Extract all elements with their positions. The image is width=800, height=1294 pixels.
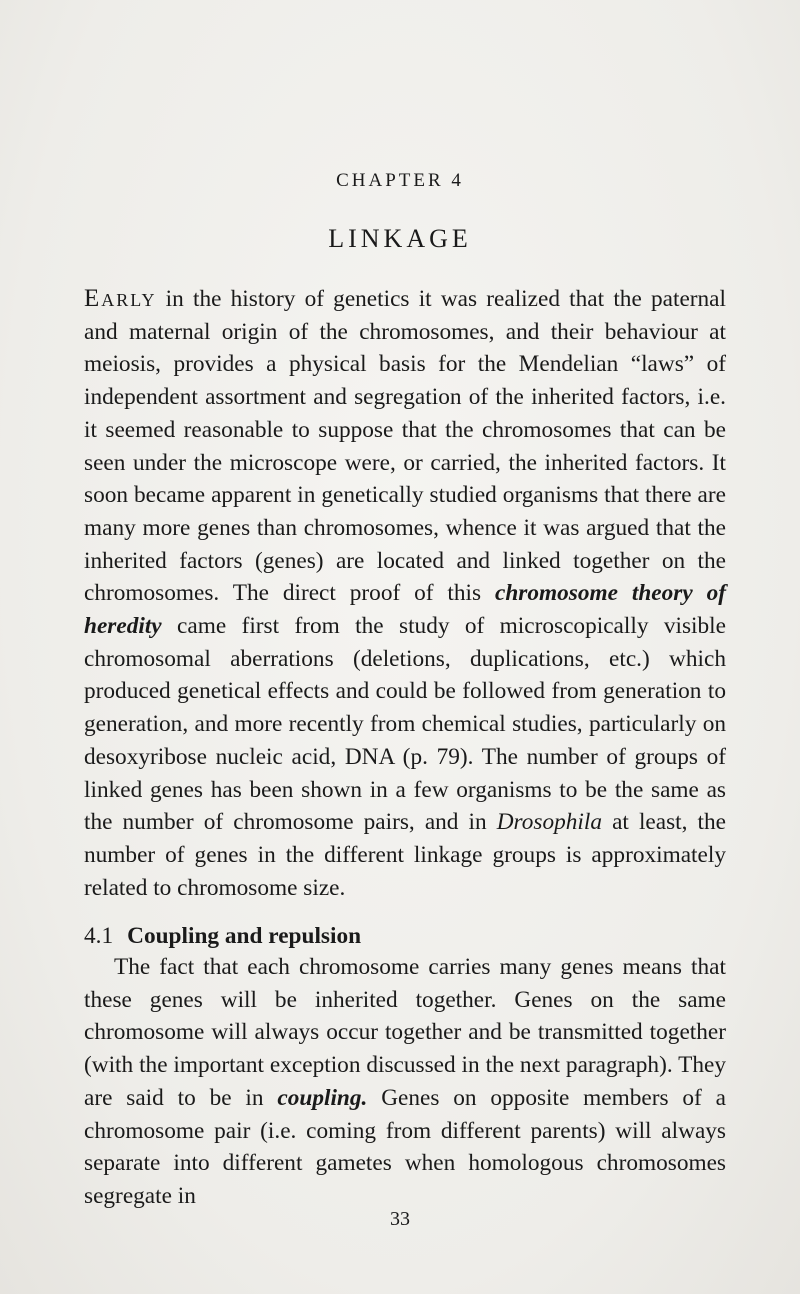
section-text-2: Genes on opposite members of a chromosome pair (i.e. coming from different parents) will always separate into different gametes when homologous chromosomes segregate in xyxy=(84,1084,726,1209)
term-coupling: coupling. xyxy=(277,1084,368,1111)
term-chromosome-theory: chromosome theory of heredity xyxy=(84,580,726,640)
section-number: 4.1 xyxy=(84,923,114,949)
intro-text-3: at least, the number of genes in the different linkage groups is approximately related to chromosome size. xyxy=(84,809,726,901)
intro-text-1: in the history of genetics it was realized that the paternal and maternal origin of the chromosomes, and their behaviour at meiosis, provides a physical basis for the Mendelian “laws” of independent assortment and segregation of the inherited factors, i.e. it seemed reasonable to suppose that the chromosomes that can be seen under the microscope were, or carried, the inherited factors. It soon became apparent in genetically studied organisms that there are many more genes than chromosomes, whence it was argued that the inherited factors (genes) are located and linked together on the chromosomes. The direct proof of this xyxy=(84,286,726,607)
intro-text-2: came first from the study of microscopically visible chromosomal aberrations (deletions, duplications, etc.) which produced genetical effects and could be followed from generation to generation, and more recently from chemical studies, particularly on desoxyribose nucleic acid, DNA (p. 79). The number of groups of linked genes has been shown in a few organisms to be the same as the number of chromosome pairs, and in xyxy=(84,613,726,836)
section-title: Coupling and repulsion xyxy=(127,923,362,949)
chapter-label: CHAPTER 4 xyxy=(336,170,464,191)
section-paragraph xyxy=(84,951,726,1213)
section-heading xyxy=(84,920,361,953)
section-text-1: The fact that each chromosome carries many genes means that these genes will be inherited together. Genes on the same chromosome will always occur together and be transmitted together (with the important exception discussed in the next paragraph). They are said to be in xyxy=(84,954,726,1111)
drop-word: Early xyxy=(84,285,157,312)
page-number: 33 xyxy=(390,1208,410,1230)
chapter-title: LINKAGE xyxy=(328,224,472,253)
term-drosophila: Drosophila xyxy=(496,809,602,836)
intro-paragraph xyxy=(84,283,726,904)
